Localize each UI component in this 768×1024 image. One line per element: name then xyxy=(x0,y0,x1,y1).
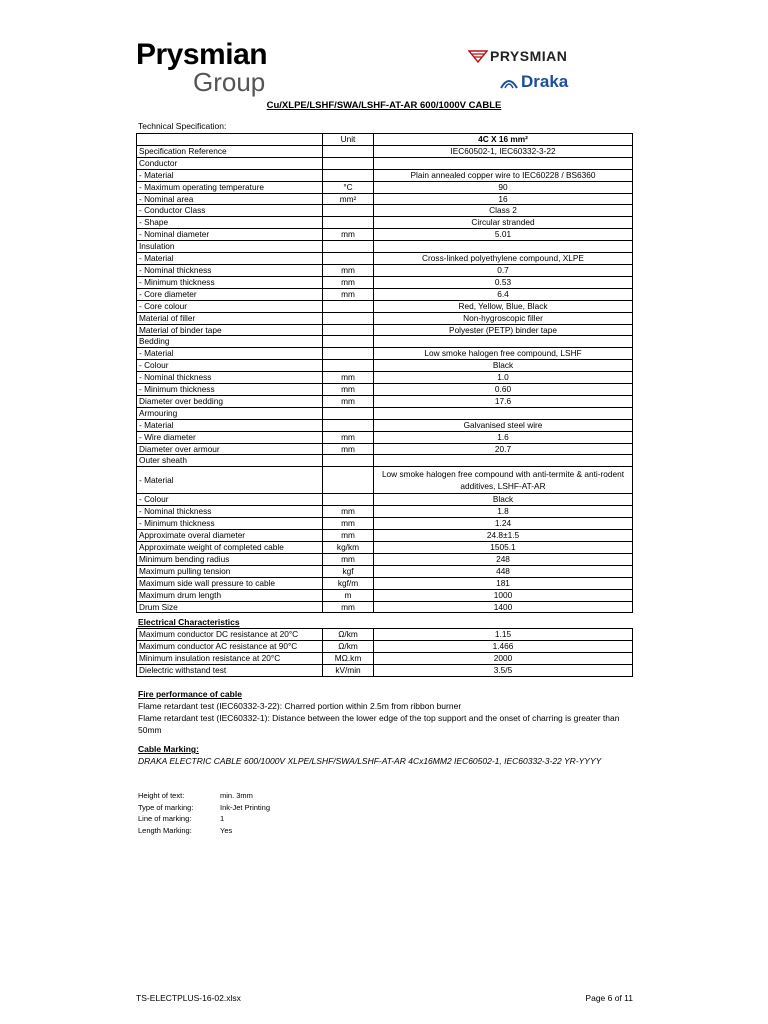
elec-value-cell: 1.15 xyxy=(374,629,633,641)
spec-unit-cell: mm xyxy=(323,443,374,455)
spec-unit-cell: kgf xyxy=(323,565,374,577)
spec-label-cell: Bedding xyxy=(137,336,323,348)
spec-label-cell: - Nominal area xyxy=(137,193,323,205)
spec-value-cell: 1.8 xyxy=(374,506,633,518)
logo-text-draka: Draka xyxy=(521,72,569,91)
tech-spec-table xyxy=(136,133,633,613)
spec-unit-cell: kg/km xyxy=(323,542,374,554)
spec-unit-cell: mm xyxy=(323,395,374,407)
spec-label-cell: - Colour xyxy=(137,494,323,506)
spec-label-cell: - Material xyxy=(137,467,323,494)
spec-value-cell xyxy=(374,157,633,169)
spec-label-cell: - Nominal thickness xyxy=(137,264,323,276)
table-row xyxy=(137,395,633,407)
spec-unit-cell xyxy=(323,419,374,431)
elec-value-cell: 2000 xyxy=(374,652,633,664)
spec-value-cell: 1400 xyxy=(374,601,633,613)
table-row xyxy=(137,518,633,530)
elec-label-cell: Maximum conductor AC resistance at 90°C xyxy=(137,640,323,652)
marking-detail-row xyxy=(138,790,270,802)
table-row xyxy=(137,276,633,288)
spec-unit-cell: °C xyxy=(323,181,374,193)
elec-value-cell: 1.466 xyxy=(374,640,633,652)
spec-unit-cell xyxy=(323,157,374,169)
table-row xyxy=(137,431,633,443)
table-row xyxy=(137,288,633,300)
spec-value-cell xyxy=(374,455,633,467)
footer-page-number: Page 6 of 11 xyxy=(585,993,633,1003)
spec-value-cell: Plain annealed copper wire to IEC60228 / BS6360 xyxy=(374,169,633,181)
spec-label-cell: Diameter over armour xyxy=(137,443,323,455)
table-row xyxy=(137,181,633,193)
spec-value-cell: Red, Yellow, Blue, Black xyxy=(374,300,633,312)
spec-label-cell: Diameter over bedding xyxy=(137,395,323,407)
marking-detail-key: Height of text: xyxy=(138,791,185,800)
spec-value-cell xyxy=(374,407,633,419)
spec-label-cell: Maximum drum length xyxy=(137,589,323,601)
spec-label-cell: Material of filler xyxy=(137,312,323,324)
spec-label-cell: - Nominal thickness xyxy=(137,506,323,518)
spec-value-cell: 1000 xyxy=(374,589,633,601)
elec-unit-cell: MΩ.km xyxy=(323,652,374,664)
spec-value-cell: 0.53 xyxy=(374,276,633,288)
elec-label-cell: Minimum insulation resistance at 20°C xyxy=(137,652,323,664)
spec-unit-cell xyxy=(323,494,374,506)
draka-mark-icon xyxy=(500,74,518,90)
marking-section xyxy=(138,743,628,767)
table-row xyxy=(137,193,633,205)
spec-unit-cell: mm xyxy=(323,276,374,288)
tech-spec-label: Technical Specification: xyxy=(138,121,227,131)
spec-label-cell: - Material xyxy=(137,169,323,181)
spec-label-cell: Maximum side wall pressure to cable xyxy=(137,577,323,589)
spec-unit-cell: mm xyxy=(323,229,374,241)
logo-text-group: Group xyxy=(193,67,266,97)
electrical-heading: Electrical Characteristics xyxy=(138,617,240,627)
table-row xyxy=(137,542,633,554)
spec-value-cell: 16 xyxy=(374,193,633,205)
spec-label-cell: - Conductor Class xyxy=(137,205,323,217)
spec-unit-cell: m xyxy=(323,589,374,601)
spec-label-cell: - Material xyxy=(137,253,323,265)
footer-filename: TS-ELECTPLUS-16-02.xlsx xyxy=(136,993,241,1003)
spec-value-cell: 1.6 xyxy=(374,431,633,443)
prysmian-group-logo xyxy=(136,38,268,97)
elec-value-cell: 3.5/5 xyxy=(374,664,633,676)
spec-unit-cell: mm xyxy=(323,431,374,443)
marking-text: DRAKA ELECTRIC CABLE 600/1000V XLPE/LSHF/SWA/LSHF-AT-AR 4Cx16MM2 IEC60502-1, IEC60332-3-22 YR-YYYY xyxy=(138,756,602,766)
table-row xyxy=(137,577,633,589)
spec-value-cell: 1505.1 xyxy=(374,542,633,554)
marking-heading: Cable Marking: xyxy=(138,744,199,754)
table-row xyxy=(137,324,633,336)
table-row xyxy=(137,601,633,613)
spec-value-cell: 0.7 xyxy=(374,264,633,276)
table-row xyxy=(137,455,633,467)
spec-unit-cell xyxy=(323,324,374,336)
spec-label-cell: Insulation xyxy=(137,241,323,253)
marking-detail-key: Type of marking: xyxy=(138,802,194,812)
spec-label-cell: - Minimum thickness xyxy=(137,384,323,396)
spec-unit-cell xyxy=(323,205,374,217)
spec-value-cell: Polyester (PETP) binder tape xyxy=(374,324,633,336)
spec-value-cell: Low smoke halogen free compound, LSHF xyxy=(374,348,633,360)
spec-label-cell: - Wire diameter xyxy=(137,431,323,443)
spec-label-cell: - Minimum thickness xyxy=(137,518,323,530)
spec-value-cell: 448 xyxy=(374,565,633,577)
marking-detail-value: Yes xyxy=(220,825,233,835)
fire-line-2: Flame retardant test (IEC60332-1): Distance between the lower edge of the top support and the onset of charring is greater than 50mm xyxy=(138,713,620,735)
table-row xyxy=(137,629,633,641)
table-row xyxy=(137,506,633,518)
spec-unit-cell xyxy=(323,348,374,360)
table-row xyxy=(137,241,633,253)
spec-label-cell: Specification Reference xyxy=(137,145,323,157)
spec-unit-cell: mm xyxy=(323,553,374,565)
table-row xyxy=(137,589,633,601)
prysmian-mark-icon xyxy=(468,49,488,63)
spec-unit-cell: mm xyxy=(323,288,374,300)
spec-value-cell: Class 2 xyxy=(374,205,633,217)
spec-value-cell: Cross-linked polyethylene compound, XLPE xyxy=(374,253,633,265)
marking-detail-row xyxy=(138,825,270,837)
spec-unit-cell xyxy=(323,217,374,229)
table-row xyxy=(137,300,633,312)
logo-text-prysmian-brand: PRYSMIAN xyxy=(490,48,568,64)
spec-unit-cell xyxy=(323,169,374,181)
spec-value-cell: Circular stranded xyxy=(374,217,633,229)
electrical-table xyxy=(136,628,633,677)
spec-label-cell: Outer sheath xyxy=(137,455,323,467)
spec-unit-cell: mm xyxy=(323,518,374,530)
spec-value-cell: 20.7 xyxy=(374,443,633,455)
table-row xyxy=(137,407,633,419)
spec-value-cell: 1.0 xyxy=(374,372,633,384)
spec-value-cell: IEC60502-1, IEC60332-3-22 xyxy=(374,145,633,157)
table-row xyxy=(137,530,633,542)
header-value-cell: 4C X 16 mm² xyxy=(374,134,633,146)
spec-value-cell: Black xyxy=(374,360,633,372)
table-row xyxy=(137,157,633,169)
table-row xyxy=(137,443,633,455)
table-row xyxy=(137,652,633,664)
spec-label-cell: - Core colour xyxy=(137,300,323,312)
spec-label-cell: - Maximum operating temperature xyxy=(137,181,323,193)
table-row xyxy=(137,467,633,494)
spec-value-cell: Low smoke halogen free compound with anti-termite & anti-rodent additives, LSHF-AT-AR xyxy=(374,467,633,494)
marking-detail-value: 1 xyxy=(220,814,225,823)
spec-unit-cell: mm xyxy=(323,372,374,384)
prysmian-draka-logo xyxy=(468,48,608,92)
spec-unit-cell xyxy=(323,312,374,324)
table-row xyxy=(137,553,633,565)
spec-label-cell: Armouring xyxy=(137,407,323,419)
table-row xyxy=(137,253,633,265)
spec-value-cell: 181 xyxy=(374,577,633,589)
document-title: Cu/XLPE/LSHF/SWA/LSHF-AT-AR 600/1000V CABLE xyxy=(266,100,502,111)
table-row xyxy=(137,205,633,217)
fire-heading: Fire performance of cable xyxy=(138,689,242,699)
table-row xyxy=(137,360,633,372)
spec-label-cell: Conductor xyxy=(137,157,323,169)
spec-label-cell: - Minimum thickness xyxy=(137,276,323,288)
spec-unit-cell xyxy=(323,336,374,348)
marking-detail-value: min. 3mm xyxy=(220,791,253,800)
table-row xyxy=(137,348,633,360)
table-row xyxy=(137,217,633,229)
spec-value-cell: 6.4 xyxy=(374,288,633,300)
spec-unit-cell xyxy=(323,300,374,312)
marking-detail-key: Length Marking: xyxy=(138,825,192,835)
spec-label-cell: Drum Size xyxy=(137,601,323,613)
fire-section xyxy=(138,688,638,736)
table-row xyxy=(137,169,633,181)
spec-label-cell: Approximate weight of completed cable xyxy=(137,542,323,554)
spec-unit-cell xyxy=(323,467,374,494)
spec-unit-cell xyxy=(323,455,374,467)
spec-unit-cell xyxy=(323,253,374,265)
spec-label-cell: - Material xyxy=(137,348,323,360)
logo-text-prysmian: Prysmian xyxy=(136,38,268,71)
spec-unit-cell xyxy=(323,407,374,419)
spec-label-cell: Minimum bending radius xyxy=(137,553,323,565)
elec-label-cell: Dielectric withstand test xyxy=(137,664,323,676)
spec-unit-cell: mm² xyxy=(323,193,374,205)
elec-unit-cell: Ω/km xyxy=(323,629,374,641)
table-row xyxy=(137,494,633,506)
marking-detail-row xyxy=(138,802,270,814)
table-row xyxy=(137,384,633,396)
spec-label-cell: - Shape xyxy=(137,217,323,229)
spec-unit-cell: mm xyxy=(323,506,374,518)
table-row xyxy=(137,565,633,577)
spec-label-cell: Maximum pulling tension xyxy=(137,565,323,577)
spec-value-cell: 248 xyxy=(374,553,633,565)
spec-label-cell: - Nominal thickness xyxy=(137,372,323,384)
table-row xyxy=(137,145,633,157)
table-row xyxy=(137,640,633,652)
table-header-row xyxy=(137,134,633,146)
marking-details xyxy=(138,790,270,836)
table-row xyxy=(137,312,633,324)
spec-unit-cell: mm xyxy=(323,530,374,542)
table-row xyxy=(137,229,633,241)
table-row xyxy=(137,264,633,276)
spec-value-cell: 17.6 xyxy=(374,395,633,407)
spec-value-cell: 90 xyxy=(374,181,633,193)
table-row xyxy=(137,372,633,384)
table-row xyxy=(137,336,633,348)
spec-unit-cell xyxy=(323,241,374,253)
header-label-cell xyxy=(137,134,323,146)
spec-value-cell: 0.60 xyxy=(374,384,633,396)
spec-label-cell: Material of binder tape xyxy=(137,324,323,336)
header-unit-cell: Unit xyxy=(323,134,374,146)
spec-value-cell: 24.8±1.5 xyxy=(374,530,633,542)
spec-label-cell: - Core diameter xyxy=(137,288,323,300)
marking-detail-value: Ink-Jet Printing xyxy=(220,802,271,812)
spec-value-cell xyxy=(374,241,633,253)
elec-unit-cell: kV/min xyxy=(323,664,374,676)
spec-label-cell: - Colour xyxy=(137,360,323,372)
marking-detail-key: Line of marking: xyxy=(138,814,192,823)
spec-unit-cell: mm xyxy=(323,264,374,276)
spec-unit-cell: mm xyxy=(323,601,374,613)
spec-unit-cell: mm xyxy=(323,384,374,396)
table-row xyxy=(137,419,633,431)
table-row xyxy=(137,664,633,676)
spec-value-cell xyxy=(374,336,633,348)
marking-detail-row xyxy=(138,813,270,825)
fire-line-1: Flame retardant test (IEC60332-3-22): Charred portion within 2.5m from ribbon burner xyxy=(138,701,462,711)
spec-value-cell: Galvanised steel wire xyxy=(374,419,633,431)
spec-value-cell: 5.01 xyxy=(374,229,633,241)
spec-label-cell: - Material xyxy=(137,419,323,431)
spec-value-cell: Non-hygroscopic filler xyxy=(374,312,633,324)
elec-unit-cell: Ω/km xyxy=(323,640,374,652)
elec-label-cell: Maximum conductor DC resistance at 20°C xyxy=(137,629,323,641)
spec-value-cell: Black xyxy=(374,494,633,506)
spec-unit-cell xyxy=(323,360,374,372)
spec-value-cell: 1.24 xyxy=(374,518,633,530)
spec-unit-cell: kgf/m xyxy=(323,577,374,589)
spec-label-cell: Approximate overal diameter xyxy=(137,530,323,542)
spec-unit-cell xyxy=(323,145,374,157)
spec-label-cell: - Nominal diameter xyxy=(137,229,323,241)
